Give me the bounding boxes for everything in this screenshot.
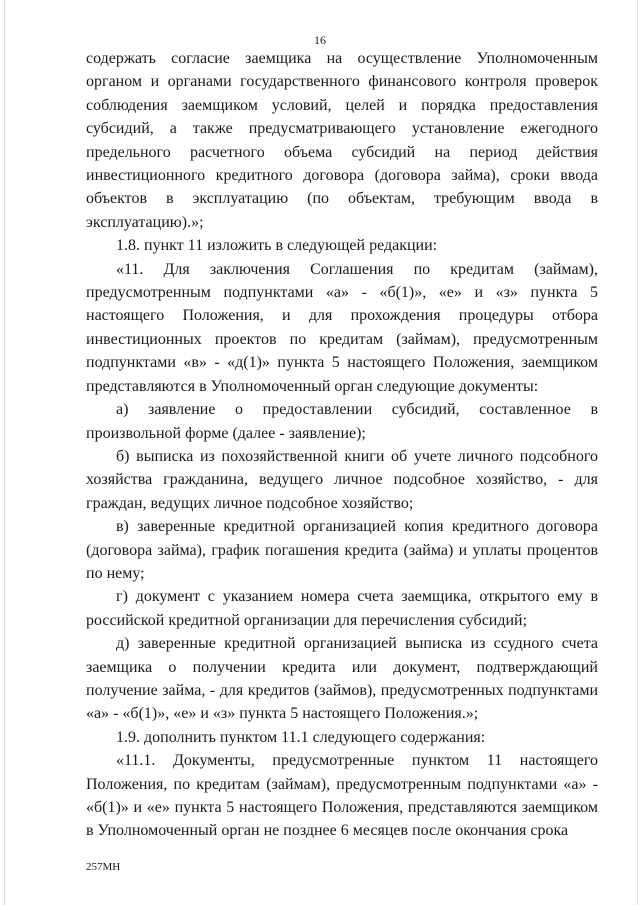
paragraph-continuation: содержать согласие заемщика на осуществление Уполномоченным органом и органами государственного финансового контроля проверок соблюдения заемщиком условий, целей и порядка предоставления субсидий, а также предусматривающего установление ежегодного предельного расчетного объема субсидий на период действия инвестиционного кредитного договора (договора займа), сроки ввода объектов в эксплуатацию (по объектам, требующим ввода в эксплуатацию).»; [86,50,598,231]
list-item-a: а) заявление о предоставлении субсидий, составленное в произвольной форме (далее - заявление); [86,401,598,442]
paragraph-1-8: 1.8. пункт 11 изложить в следующей редакции: [116,237,438,255]
paragraph-1-9: 1.9. дополнить пунктом 11.1 следующего содержания: [116,728,486,746]
list-item-v: в) заверенные кредитной организацией копия кредитного договора (договора займа), график погашения кредита (займа) и уплаты процентов по нему; [86,518,598,582]
list-item-b: б) выписка из похозяйственной книги об учете личного подсобного хозяйства гражданина, ведущего личное подсобное хозяйство, - для граждан, ведущих личное подсобное хозяйство; [86,447,598,512]
document-code: 257МН [86,861,121,873]
scan-edge-right [637,0,638,905]
page-number: 16 [314,33,326,47]
paragraph-11-1: «11.1. Документы, предусмотренные пунктом 11 настоящего Положения, по кредитам (займам), предусмотренным подпунктами «а» - «б(1)» и «е» пункта 5 настоящего Положения, представляются заемщиком в Уполномоченный орган не позднее 6 месяцев после окончания срока [86,752,598,840]
document-body [86,47,598,843]
list-item-d: д) заверенные кредитной организацией выписка из ссудного счета заемщика о получении кредита или документ, подтверждающий получение займа, - для кредитов (займов), предусмотренных подпунктами «а» - «б(1)», «е» и «з» пункта 5 настоящего Положения.»; [86,635,598,723]
scan-edge-left [4,0,5,905]
paragraph-11: «11. Для заключения Соглашения по кредитам (займам), предусмотренным подпунктами «а» - «б(1)», «е» и «з» пункта 5 настоящего Положения, и для прохождения процедуры отбора инвестиционных проектов по кредитам (займам), предусмотренным подпунктами «в» - «д(1)» пункта 5 настоящего Положения, заемщиком представляются в Уполномоченный орган следующие документы: [86,260,598,395]
list-item-g: г) документ с указанием номера счета заемщика, открытого ему в российской кредитной организации для перечисления субсидий; [86,588,598,629]
